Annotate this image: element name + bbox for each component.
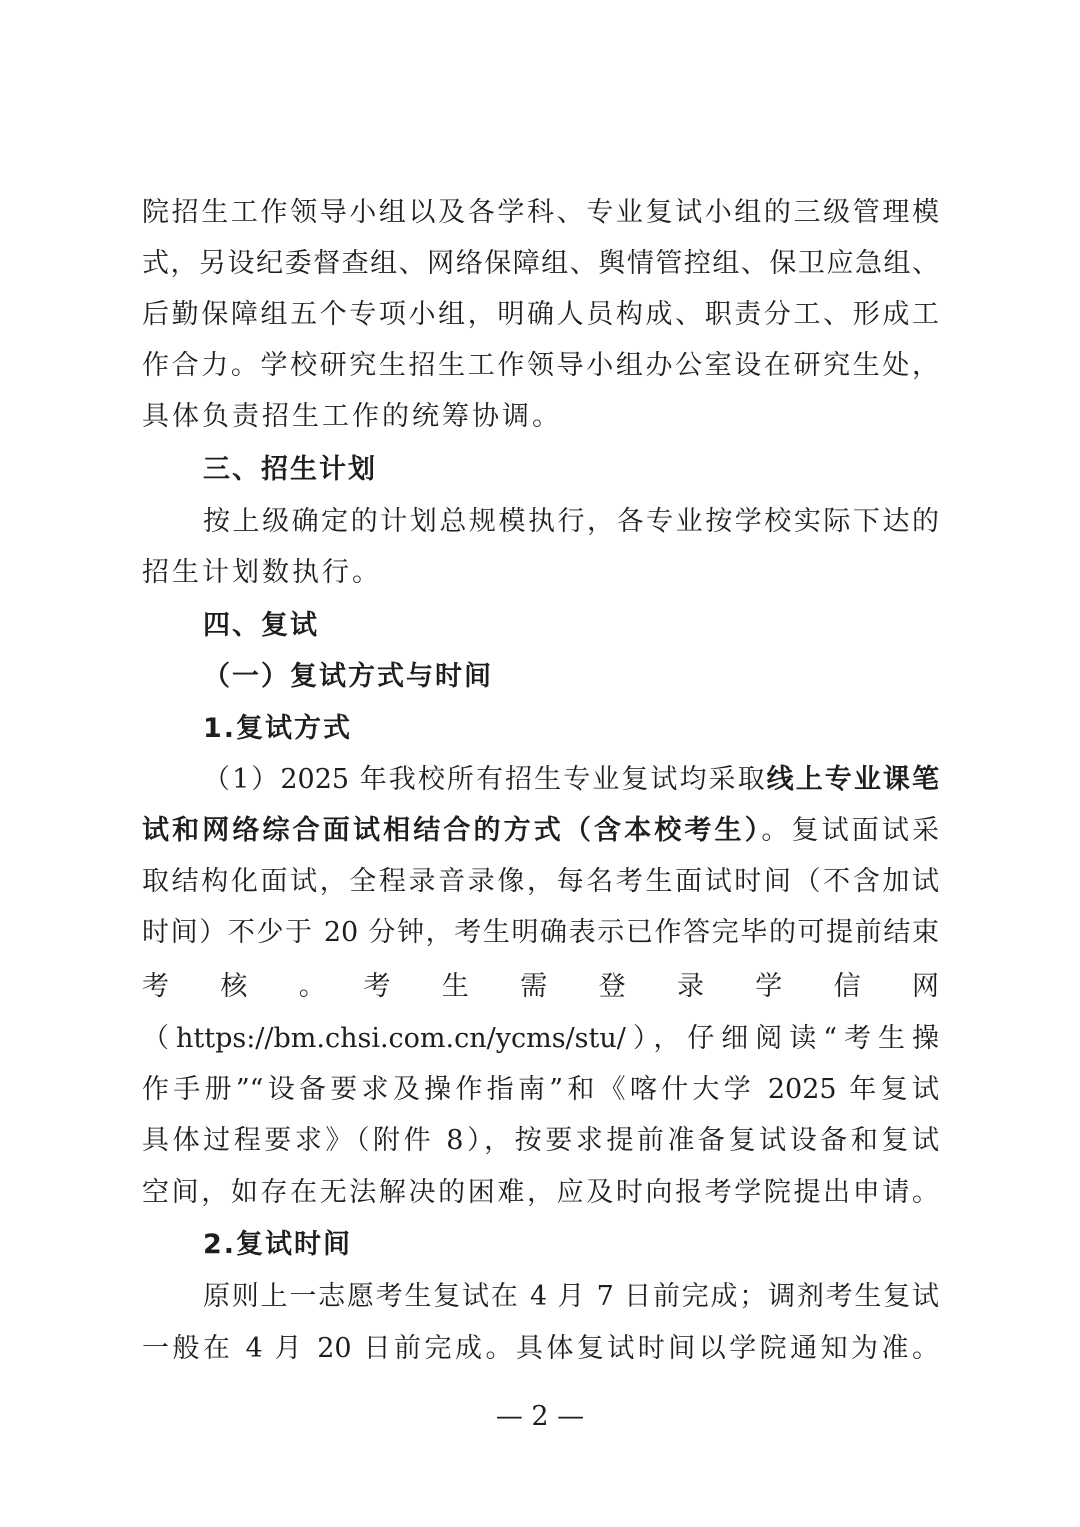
item-heading: 1.复试方式 [203,713,353,744]
paragraph-line: （https://bm.chsi.com.cn/ycms/stu/），仔细阅读“考生操 [142,1023,939,1054]
paragraph-line [203,760,939,800]
paragraph-line: 式，另设纪委督查组、网络保障组、舆情管控组、保卫应急组、 [142,248,939,279]
paragraph-line: 后勤保障组五个专项小组，明确人员构成、职责分工、形成工 [142,299,939,330]
paragraph-line: 按上级确定的计划总规模执行，各专业按学校实际下达的 [203,506,939,537]
paragraph-line: 空间，如存在无法解决的困难，应及时向报考学院提出申请。 [142,1177,939,1208]
page-number: — 2 — [495,1401,585,1432]
section-heading: 四、复试 [203,610,319,641]
paragraph-text: （1）2025 年我校所有招生专业复试均采取 [203,764,767,795]
emphasis-text: 线上专业课笔 [766,764,939,795]
paragraph-line: 取结构化面试，全程录音录像，每名考生面试时间（不含加试 [142,866,939,897]
paragraph-line: 一般在 4 月 20 日前完成。具体复试时间以学院通知为准。 [142,1333,939,1364]
paragraph-line: 时间）不少于 20 分钟，考生明确表示已作答完毕的可提前结束 [142,917,939,948]
section-heading: 三、招生计划 [203,454,377,485]
paragraph-line: 作合力。学校研究生招生工作领导小组办公室设在研究生处， [142,350,939,381]
paragraph-line [142,811,939,851]
item-heading: 2.复试时间 [203,1229,353,1260]
subsection-heading: （一）复试方式与时间 [203,661,493,692]
paragraph-line: 院招生工作领导小组以及各学科、专业复试小组的三级管理模 [142,197,939,228]
paragraph-line: 招生计划数执行。 [142,557,382,588]
paragraph-line: 考 核 。 考 生 需 登 录 学 信 网 [142,971,939,1002]
paragraph-line: 作手册”“设备要求及操作指南”和《喀什大学 2025 年复试 [142,1074,939,1105]
paragraph-text: 。复试面试采 [761,815,939,846]
paragraph-line: 具体负责招生工作的统筹协调。 [142,401,562,432]
paragraph-line: 原则上一志愿考生复试在 4 月 7 日前完成；调剂考生复试 [203,1281,939,1312]
paragraph-line: 具体过程要求》（附件 8），按要求提前准备复试设备和复试 [142,1125,939,1156]
emphasis-text: 试和网络综合面试相结合的方式（含本校考生） [142,815,762,846]
